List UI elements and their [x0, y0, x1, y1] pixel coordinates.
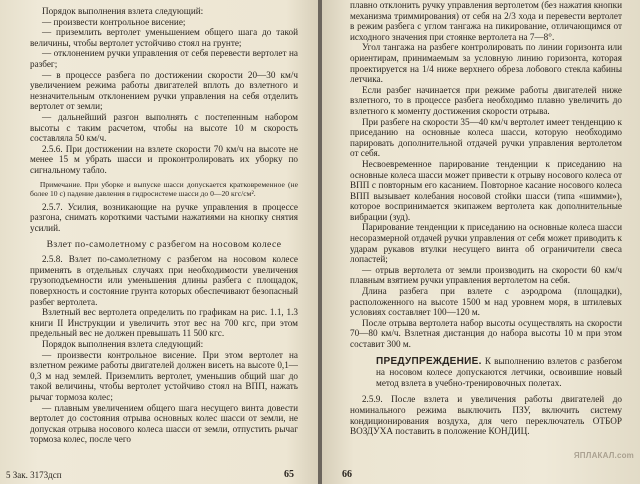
paragraph: Если разбег начинается при режиме работы двигателей ниже взлетного, то в процессе разбега необходимо плавно увеличить до взлетного к моменту достижения скорости отрыва. [350, 84, 622, 116]
footer-order: 5 Зак. 3173дсп [6, 470, 62, 480]
paragraph: — отклонением ручки управления от себя перевести вертолет на разбег; [30, 48, 298, 69]
note: Примечание. При уборке и выпуске шасси допускается кратковременное (не более 10 с) падение давления в гидросистеме шасси до 0—20 кгс/см². [30, 179, 298, 198]
paragraph: — отрыв вертолета от земли производить на скорости 60 км/ч плавным взятием ручки управления вертолетом на себя. [350, 264, 622, 286]
paragraph: Несвоевременное парирование тенденции к приседанию на основные колеса шасси может привести к отрыву носового колеса от ВПП с повторным его касанием. Повторное касание носового колеса ВПП вызывает колебания носовой стойки шасси (типа «шимми»), которое воспринимается экипажем вертолета как дополнительные вибрации (зуд). [350, 158, 622, 222]
paragraph: Угол тангажа на разбеге контролировать по линии горизонта или ориентирам, принимаемым за условную линию горизонта, которая проектируется на 1/4 ниже верхнего обреза лобового стекла кабины летчика. [350, 42, 622, 85]
paragraph: Взлетный вес вертолета определить по графикам на рис. 1.1, 1.3 книги II Инструкции и увеличить этот вес на 700 кгс, при этом предельный вес не должен превышать 11 500 кгс. [30, 307, 298, 339]
page-number: 66 [342, 469, 352, 480]
paragraph: При разбеге на скорости 35—40 км/ч вертолет имеет тенденцию к приседанию на основные колеса шасси, которую необходимо парировать дополнительной отдачей ручки управления вертолетом от себя. [350, 116, 622, 159]
paragraph: — плавным увеличением общего шага несущего винта довести вертолет до состояния отрыва основных колес шасси от земли, не допуская отрыва носового колеса шасси от земли, отпустить рычаг тормоза колес, после чего [30, 402, 298, 445]
paragraph: 2.5.8. Взлет по-самолетному с разбегом на носовом колесе применять в отдельных случаях при необходимости увеличения грузоподъемности или уменьшения длины разбега с площадок, поверхность и состояние грунта которых обеспечивают безопасный разбег вертолета. [30, 254, 298, 307]
warning-label: ПРЕДУПРЕЖДЕНИЕ. [376, 355, 482, 367]
paragraph: После отрыва вертолета набор высоты осуществлять на скорости 70—80 км/ч. Взлетная дистанция до набора высоты 10 м при этом составит 300 м. [350, 317, 622, 349]
paragraph: 2.5.9. После взлета и увеличения работы двигателей до номинального режима выключить ПЗУ, включить систему кондиционирования воздуха, для чего переключатель ОТБОР ВОЗДУХА поставить в положение КОНДИЦ. [350, 394, 622, 437]
paragraph: Порядок выполнения взлета следующий: [41, 339, 204, 350]
paragraph: — произвести контрольное висение. При этом вертолет на взлетном режиме работы двигателей должен висеть на высоте 0,1—0,3 м над землей. Приземлить вертолет, уменьшив общий шаг до такой величины, чтобы вертолет устойчиво стоял на ВПП, нажать рычаг тормоза колес; [30, 349, 298, 402]
warning-block [376, 356, 622, 389]
page-number: 65 [284, 469, 294, 480]
paragraph: — приземлить вертолет уменьшением общего шага до такой величины, чтобы вертолет устойчиво стоял на грунте; [30, 27, 298, 48]
watermark: ЯПЛАКАЛ.com [573, 451, 634, 460]
paragraph: — в процессе разбега по достижении скорости 20—30 км/ч увеличением режима работы двигателей вплоть до взлетного и незначительным отклонением ручки управления на себя отделить вертолет от земли; [30, 69, 298, 112]
paragraph: Порядок выполнения взлета следующий: [41, 6, 204, 16]
left-page [0, 0, 318, 484]
warning-text: К выполнению взлетов с разбегом на носовом колесе допускаются летчики, освоившие новый метод взлета в учебно-тренировочных полетах. [376, 355, 623, 388]
paragraph: — произвести контрольное висение; [41, 16, 186, 27]
section-heading: Взлет по-самолетному с разбегом на носовом колесе [46, 239, 282, 251]
right-page [322, 0, 640, 484]
paragraph: Парирование тенденции к приседанию на основные колеса шасси несоразмерной отдачей ручки управления от себя может приводить к ударам рукавов втулки несущего винта об ограничители свеса лопастей; [350, 222, 622, 265]
paragraph: 2.5.7. Усилия, возникающие на ручке управления в процессе разгона, снимать короткими частыми нажатиями на кнопку снятия усилий. [30, 201, 298, 233]
paragraph: — дальнейший разгон выполнять с постепенным набором высоты с таким расчетом, чтобы на высоте 10 м скорость составляла 50 км/ч. [30, 111, 298, 144]
paragraph: плавно отклонить ручку управления вертолетом (без нажатия кнопки механизма триммирования) от себя на 2/3 хода и перевести вертолет в режим разбега с углом тангажа на пикирование, отличающимся от исходного значения при стоянке вертолета на 7—8°. [350, 0, 622, 42]
paragraph: 2.5.6. При достижении на взлете скорости 70 км/ч на высоте не менее 15 м убрать шасси и проконтролировать их уборку по сигнальному табло. [30, 143, 298, 175]
paragraph: Длина разбега при взлете с аэродрома (площадки), расположенного на высоте 1500 м над уровнем моря, в штилевых условиях составляет 100—120 м. [350, 286, 622, 318]
